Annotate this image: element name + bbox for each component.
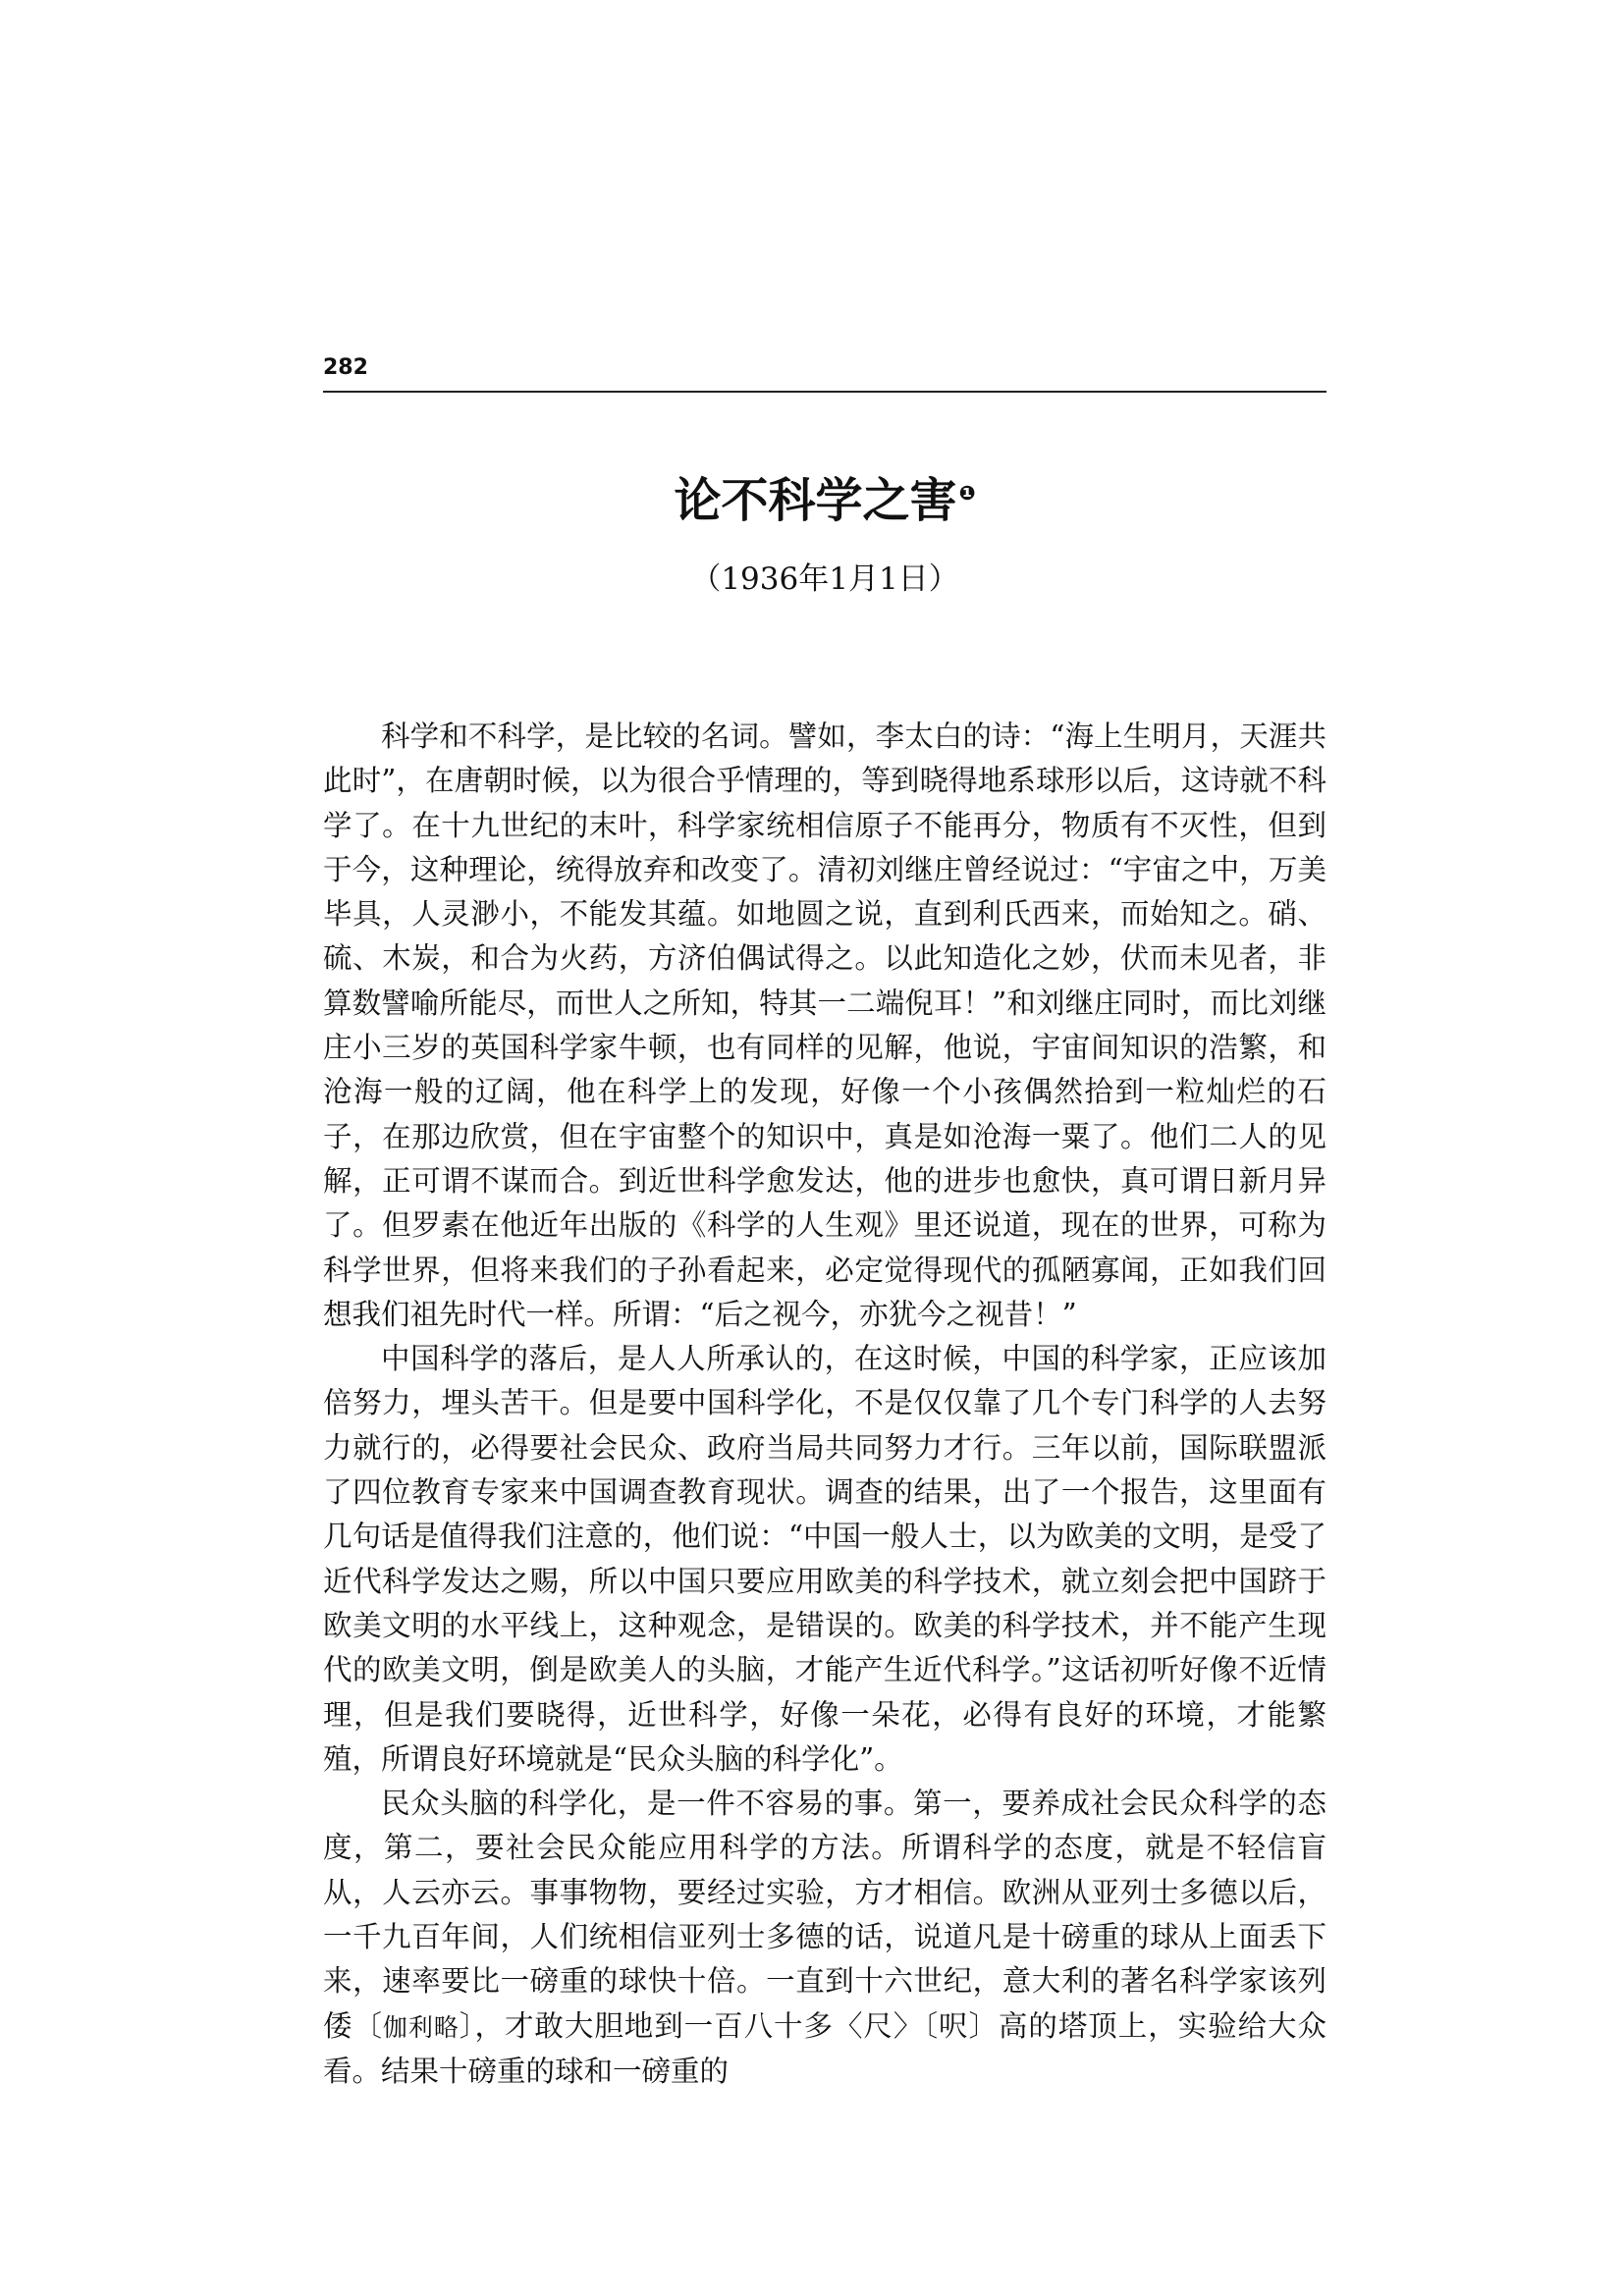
article-body — [323, 715, 1326, 2094]
footnote-marker: ❶ — [958, 481, 976, 505]
paragraph-3-text-a: 民众头脑的科学化，是一件不容易的事。第一，要养成社会民众科学的态度，第二，要社会民众能应用科学的方法。所谓科学的态度，就是不轻信盲从，人云亦云。事事物物，要经过实验，方才相信。欧洲从亚列士多德以后，一千九百年间，人们统相信亚列士多德的话，说道凡是十磅重的球从上面丢下来，速率要比一磅重的球快十倍。一直到十六世纪，意大利的著名科学家该列倭〔 — [323, 1787, 1326, 2043]
editorial-correction: 伽利略 — [382, 2012, 460, 2042]
header-rule — [323, 391, 1326, 393]
page-number: 282 — [323, 355, 368, 380]
article-date: （1936年1月1日） — [690, 561, 959, 597]
paragraph-2: 中国科学的落后，是人人所承认的，在这时候，中国的科学家，正应该加倍努力，埋头苦干。但是要中国科学化，不是仅仅靠了几个专门科学的人去努力就行的，必得要社会民众、政府当局共同努力才行。三年以前，国际联盟派了四位教育专家来中国调查教育现状。调查的结果，出了一个报告，这里面有几句话是值得我们注意的，他们说：“中国一般人士，以为欧美的文明，是受了近代科学发达之赐，所以中国只要应用欧美的科学技术，就立刻会把中国跻于欧美文明的水平线上，这种观念，是错误的。欧美的科学技术，并不能产生现代的欧美文明，倒是欧美人的头脑，才能产生近代科学。”这话初听好像不近情理，但是我们要晓得，近世科学，好像一朵花，必得有良好的环境，才能繁殖，所谓良好环境就是“民众头脑的科学化”。 — [323, 1342, 1326, 1776]
paragraph-3 — [323, 1782, 1326, 2094]
paragraph-3-text-b: 〕，才敢大胆地到一百八十多〈尺〉〔呎〕高的塔顶上，实验给大众看。结果十磅重的球和一磅重的 — [323, 2008, 1326, 2088]
paragraph-1: 科学和不科学，是比较的名词。譬如，李太白的诗：“海上生明月，天涯共此时”，在唐朝时候，以为很合乎情理的，等到晓得地系球形以后，这诗就不科学了。在十九世纪的末叶，科学家统相信原子不能再分，物质有不灭性，但到于今，这种理论，统得放弃和改变了。清初刘继庄曾经说过：“宇宙之中，万美毕具，人灵渺小，不能发其蕴。如地圆之说，直到利氏西来，而始知之。硝、硫、木炭，和合为火药，方济伯偶试得之。以此知造化之妙，伏而未见者，非算数譬喻所能尽，而世人之所知，特其一二端倪耳！”和刘继庄同时，而比刘继庄小三岁的英国科学家牛顿，也有同样的见解，他说，宇宙间知识的浩繁，和沧海一般的辽阔，他在科学上的发现，好像一个小孩偶然拾到一粒灿烂的石子，在那边欣赏，但在宇宙整个的知识中，真是如沧海一粟了。他们二人的见解，正可谓不谋而合。到近世科学愈发达，他的进步也愈快，真可谓日新月异了。但罗素在他近年出版的《科学的人生观》里还说道，现在的世界，可称为科学世界，但将来我们的子孙看起来，必定觉得现代的孤陋寡闻，正如我们回想我们祖先时代一样。所谓：“后之视今，亦犹今之视昔！” — [323, 720, 1326, 1331]
title-text: 论不科学之害 — [674, 473, 957, 528]
page-title — [323, 471, 1326, 530]
